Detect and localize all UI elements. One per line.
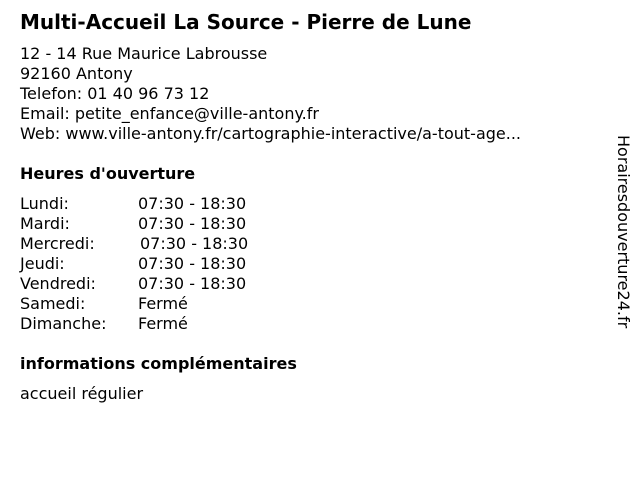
day-label: Mercredi: (20, 234, 95, 253)
web-line: Web: www.ville-antony.fr/cartographie-interactive/a-tout-age... (20, 124, 522, 143)
day-label: Dimanche: (20, 314, 107, 333)
time-value: 07:30 - 18:30 (140, 234, 249, 253)
address-street: 12 - 14 Rue Maurice Labrousse (20, 44, 268, 63)
info-text: accueil régulier (20, 384, 144, 403)
page-title: Multi-Accueil La Source - Pierre de Lune (20, 10, 472, 34)
time-value: Fermé (138, 294, 188, 313)
side-brand-text: Horairesdouverture24.fr (614, 135, 633, 329)
time-value: 07:30 - 18:30 (138, 254, 247, 273)
phone-line: Telefon: 01 40 96 73 12 (20, 84, 210, 103)
day-label: Lundi: (20, 194, 69, 213)
day-label: Vendredi: (20, 274, 96, 293)
time-value: 07:30 - 18:30 (138, 214, 247, 233)
time-value: 07:30 - 18:30 (138, 274, 247, 293)
contact-block (20, 44, 521, 144)
time-value: 07:30 - 18:30 (138, 194, 247, 213)
hours-heading: Heures d'ouverture (20, 164, 196, 183)
day-label: Samedi: (20, 294, 86, 313)
info-heading: informations complémentaires (20, 354, 297, 373)
side-brand-watermark (612, 135, 634, 347)
email-line: Email: petite_enfance@ville-antony.fr (20, 104, 319, 123)
address-city: 92160 Antony (20, 64, 133, 83)
time-value: Fermé (138, 314, 188, 333)
day-label: Jeudi: (20, 254, 65, 273)
day-label: Mardi: (20, 214, 70, 233)
